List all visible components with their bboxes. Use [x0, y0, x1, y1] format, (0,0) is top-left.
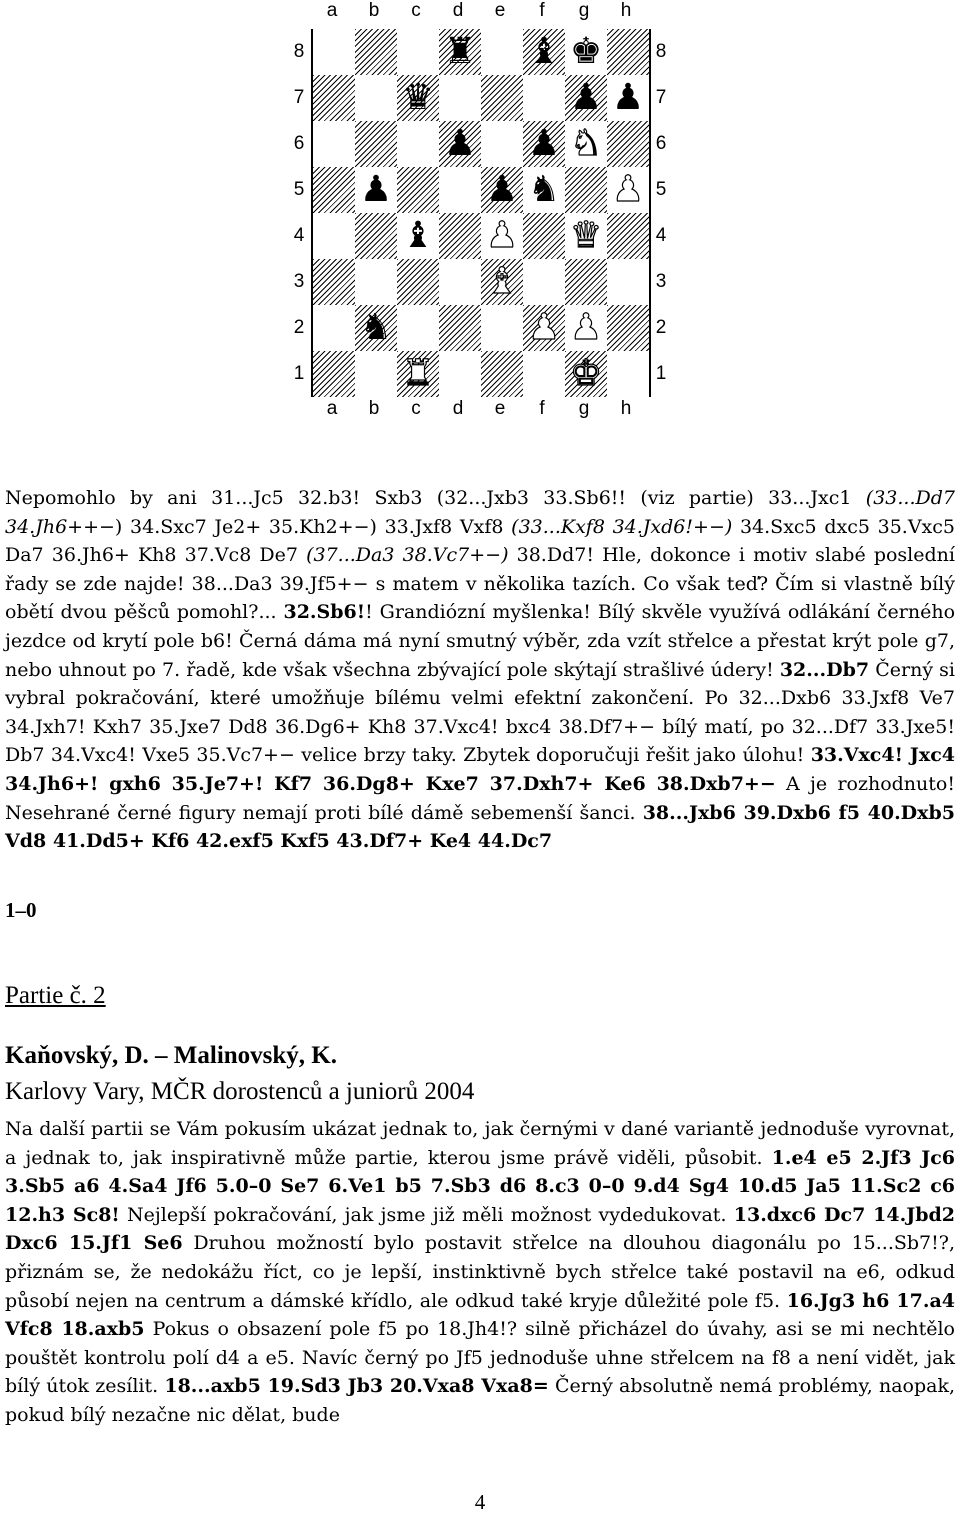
rank-labels-left [287, 29, 311, 397]
text-run: 32...Db7 [779, 658, 870, 681]
square-c8 [397, 29, 439, 75]
square-a5 [313, 167, 355, 213]
event-line: Karlovy Vary, MČR dorostenců a juniorů 2004 [5, 1078, 475, 1105]
rank-label: 5 [655, 179, 667, 200]
square-c2 [397, 305, 439, 351]
text-run: 34.Sxc7 Je2+ 35.Kh2+−) 33.Jxf8 Vxf8 [130, 515, 512, 538]
rank-label: 1 [655, 363, 667, 384]
text-run: Na další partii se Vám pokusím ukázat jednak to, jak černými v dané variantě jednoduše vyrovnat, a jednak to, jak inspirativně může partie, kterou jsme právě viděli, působit. [5, 1118, 955, 1169]
analysis-paragraph [5, 484, 955, 856]
text-run: Černý absolutně nemá problémy, naopak, pokud bílý nezačne nic dělat, bude [5, 1375, 956, 1426]
text-run: Nepomohlo by ani 31...Jc5 32.b3! Sxb3 (32...Jxb3 33.Sb6!! (viz partie) 33...Jxc1 [5, 487, 866, 509]
square-c1 [397, 351, 439, 397]
rank-label: 1 [293, 363, 305, 384]
chess-board [311, 29, 651, 397]
square-a7 [313, 75, 355, 121]
square-g6 [565, 121, 607, 167]
square-e5 [481, 167, 523, 213]
game-result: 1–0 [5, 898, 37, 922]
square-f5 [523, 167, 565, 213]
square-d5 [439, 167, 481, 213]
black-knight-icon: ♞ [359, 307, 393, 348]
square-b2 [355, 305, 397, 351]
file-label: e [494, 0, 506, 21]
black-pawn-icon: ♟ [527, 123, 561, 164]
rank-label: 2 [655, 317, 667, 338]
file-label: h [620, 0, 632, 21]
square-b5 [355, 167, 397, 213]
black-pawn-icon: ♟ [611, 77, 645, 118]
square-e2 [481, 305, 523, 351]
square-e6 [481, 121, 523, 167]
text-run: 16.Jg3 h6 17.a4 Vfc8 18.axb5 [5, 1289, 955, 1341]
text-run: 33.Vxc4! Jxc4 34.Jh6+! gxh6 35.Je7+! Kf7 36.Dg8+ Kxe7 37.Dxh7+ Ke6 38.Dxb7+− [5, 744, 955, 795]
square-e4 [481, 213, 523, 259]
square-b3 [355, 259, 397, 305]
rank-label: 4 [293, 225, 305, 246]
square-h5 [607, 167, 649, 213]
black-queen-icon: ♛ [401, 77, 435, 118]
square-c6 [397, 121, 439, 167]
text-run: 38...Jxb6 39.Dxb6 f5 40.Dxb5 Vd8 41.Dd5+ Kf6 42.exf5 Kxf5 43.Df7+ Ke4 44.Dc7 [5, 801, 955, 853]
white-pawn-icon: ♟ [569, 307, 603, 348]
square-g8 [565, 29, 607, 75]
text-run: (37...Da3 38.Vc7+−) [306, 544, 509, 567]
white-bishop-icon: ♝ [485, 261, 519, 302]
intro-paragraph [5, 1115, 955, 1430]
square-c4 [397, 213, 439, 259]
rank-label: 2 [293, 317, 305, 338]
square-b4 [355, 213, 397, 259]
partie-title: Partie č. 2 [5, 982, 106, 1009]
square-e7 [481, 75, 523, 121]
file-label: h [620, 398, 632, 419]
text-run: (33...Dd7 34.Jh6+ [5, 487, 955, 538]
square-d4 [439, 213, 481, 259]
square-f7 [523, 75, 565, 121]
square-f3 [523, 259, 565, 305]
white-pawn-icon: ♟ [527, 307, 561, 348]
square-f8 [523, 29, 565, 75]
rank-label: 8 [293, 41, 305, 62]
file-labels-bottom [311, 398, 647, 420]
text-run: Pokus o obsazení pole f5 po 18.Jh4!? silně přicházel do úvahy, asi se mi nechtělo pouštět kontrolu polí d4 a e5. Navíc černý po Jf5 jednoduše uhne střelcem na f8 a není vidět, jak bílý útok zesílit. [5, 1318, 956, 1398]
file-label: g [578, 398, 590, 419]
square-g1 [565, 351, 607, 397]
black-pawn-icon: ♟ [485, 169, 519, 210]
file-label: a [326, 0, 338, 21]
white-rook-icon: ♜ [401, 353, 435, 394]
rank-label: 6 [293, 133, 305, 154]
rank-label: 4 [655, 225, 667, 246]
square-a4 [313, 213, 355, 259]
black-pawn-icon: ♟ [359, 169, 393, 210]
square-g4 [565, 213, 607, 259]
square-a1 [313, 351, 355, 397]
rank-label: 6 [655, 133, 667, 154]
square-h4 [607, 213, 649, 259]
square-d8 [439, 29, 481, 75]
square-h1 [607, 351, 649, 397]
square-h8 [607, 29, 649, 75]
white-pawn-icon: ♟ [485, 215, 519, 256]
file-label: b [368, 398, 380, 419]
rank-label: 8 [655, 41, 667, 62]
white-pawn-icon: ♟ [611, 169, 645, 210]
file-label: d [452, 0, 464, 21]
file-label: f [539, 0, 545, 21]
game-analysis-text [5, 484, 955, 856]
text-run: 34.Sxc5 dxc5 35.Vxc5 Da7 36.Jh6+ Kh8 37.Vc8 De7 [5, 515, 955, 567]
square-d2 [439, 305, 481, 351]
square-h7 [607, 75, 649, 121]
rank-label: 3 [655, 271, 667, 292]
file-label: c [411, 0, 421, 21]
file-labels-top [311, 0, 647, 22]
file-label: f [539, 398, 545, 419]
text-run: +−) [83, 515, 131, 538]
square-d6 [439, 121, 481, 167]
square-e8 [481, 29, 523, 75]
square-a2 [313, 305, 355, 351]
chess-diagram [287, 0, 671, 430]
square-b7 [355, 75, 397, 121]
black-knight-icon: ♞ [527, 169, 561, 210]
square-b1 [355, 351, 397, 397]
square-a6 [313, 121, 355, 167]
square-e1 [481, 351, 523, 397]
square-g2 [565, 305, 607, 351]
square-h6 [607, 121, 649, 167]
text-run: 32.Sb6! [283, 601, 366, 624]
square-a3 [313, 259, 355, 305]
rank-labels-right [649, 29, 673, 397]
file-label: a [326, 398, 338, 419]
text-run: Druhou možností bylo postavit střelce na dlouhou diagonálu po 15...Sb7!?, přiznám se, že nedokážu říct, co je lepší, instinktivně bych střelce také postavil na e6, odkud působí nejen na centrum a dámské křídlo, ale odkud také kryje důležité pole f5. [5, 1232, 956, 1312]
square-f4 [523, 213, 565, 259]
text-run: 13.dxc6 Dc7 14.Jbd2 Dxc6 15.Jf1 Se6 [5, 1203, 955, 1255]
square-h3 [607, 259, 649, 305]
square-b6 [355, 121, 397, 167]
square-c7 [397, 75, 439, 121]
text-run: (33...Kxf8 34.Jxd6!+−) [511, 515, 733, 538]
file-label: g [578, 0, 590, 21]
white-king-icon: ♚ [569, 353, 603, 394]
text-run: A je rozhodnuto! Nesehrané černé figury nemají proti bílé dámě sebemenší šanci. [5, 772, 955, 824]
square-h2 [607, 305, 649, 351]
page-number: 4 [474, 1490, 486, 1514]
text-run: 1.e4 e5 2.Jf3 Jc6 3.Sb5 a6 4.Sa4 Jf6 5.0–0 Se7 6.Ve1 b5 7.Sb3 d6 8.c3 0–0 9.d4 Sg4 10.d5 Ja5 11.Sc2 c6 12.h3 Sc8! [5, 1146, 955, 1226]
rank-label: 5 [293, 179, 305, 200]
square-g7 [565, 75, 607, 121]
square-g3 [565, 259, 607, 305]
text-run: ! Grandiózní myšlenka! Bílý skvěle využívá odlákání černého jezdce od krytí pole b6! Černá dáma má nyní smutný výběr, zda vzít střelce a přestat krýt pole g7, nebo uhnout po 7. řadě, kde však všechna zbývající pole skýtají strašlivé údery! [5, 601, 956, 681]
black-bishop-icon: ♝ [527, 31, 561, 72]
square-d3 [439, 259, 481, 305]
black-king-icon: ♚ [569, 31, 603, 72]
black-pawn-icon: ♟ [569, 77, 603, 118]
square-g5 [565, 167, 607, 213]
file-label: b [368, 0, 380, 21]
text-run: 18...axb5 19.Sd3 Jb3 20.Vxa8 Vxa8= [164, 1375, 549, 1398]
intro-text [5, 1115, 955, 1430]
white-queen-icon: ♛ [569, 215, 603, 256]
square-f6 [523, 121, 565, 167]
black-pawn-icon: ♟ [443, 123, 477, 164]
square-f1 [523, 351, 565, 397]
black-bishop-icon: ♝ [401, 215, 435, 256]
text-run: Černý si vybral pokračování, které umožňuje bílému velmi efektní zakončení. Po 32...Dxb6 33.Jxf8 Ve7 34.Jxh7! Kxh7 35.Jxe7 Dd8 36.Dg6+ Kh8 37.Vxc4! bxc4 38.Df7+− bílý matí, po 32...Df7 33.Jxe5! Db7 34.Vxc4! Vxe5 35.Vc7+− velice brzy taky. Zbytek doporučuji řešit jako úlohu! [5, 658, 955, 767]
white-knight-icon: ♞ [569, 123, 603, 164]
text-run: 38.Dd7! Hle, dokonce i motiv slabé poslední řady se zde najde! 38...Da3 39.Jf5+− s matem v několika tazích. Co však teď? Čím si vlastně bílý obětí dvou pěšců pomohl?... [5, 544, 955, 624]
text-run: Nejlepší pokračování, jak jsme již měli možnost vydedukovat. [119, 1203, 734, 1226]
square-b8 [355, 29, 397, 75]
square-f2 [523, 305, 565, 351]
file-label: d [452, 398, 464, 419]
rank-label: 7 [293, 87, 305, 108]
square-c5 [397, 167, 439, 213]
file-label: c [411, 398, 421, 419]
square-e3 [481, 259, 523, 305]
rank-label: 3 [293, 271, 305, 292]
square-d1 [439, 351, 481, 397]
players-heading: Kaňovský, D. – Malinovský, K. [5, 1042, 338, 1069]
file-label: e [494, 398, 506, 419]
square-d7 [439, 75, 481, 121]
square-a8 [313, 29, 355, 75]
rank-label: 7 [655, 87, 667, 108]
square-c3 [397, 259, 439, 305]
black-rook-icon: ♜ [443, 31, 477, 72]
